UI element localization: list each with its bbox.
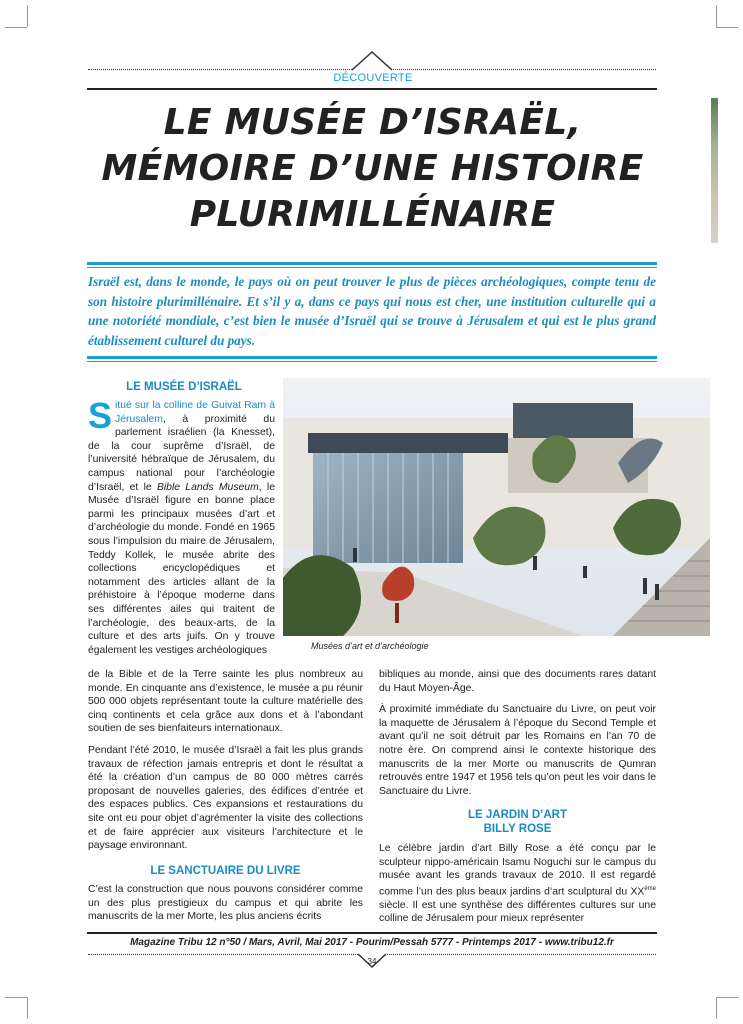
heading-line: BILLY ROSE <box>483 823 552 835</box>
column-right-bottom <box>379 842 656 934</box>
body-paragraph: Pendant l’été 2010, le musée d’Israël a fait les plus grands travaux de réfection jamais entrepris et dont le résultat a été la création d’un campus de 80 000 mètres carrés proposant de nouvelles galeries, des édifices d’entrée et des espaces publics. Ces expansions et restaurations du site ont eu pour objet d’agrémenter la visite des collections et de faire apprécier aux visiteurs l’architecture et le paysage environnant. <box>88 744 363 852</box>
header-triangle-icon <box>350 50 394 72</box>
chapo-top-rule <box>87 262 657 265</box>
intro-paragraph: Israël est, dans le monde, le pays où on peut trouver le plus de pièces archéologiques, compte tenu de son histoire plurimillénaire. Et s’il y a, dans ce pays qui nous est cher, une institution culturelle qui a une notoriété mondiale, c’est bien le musée d’Israël qui se trouve à Jérusalem et qui est le plus grand établissement culturel du pays. <box>88 274 656 348</box>
chapo-top-rule-thin <box>87 267 657 268</box>
side-image-strip <box>711 98 718 243</box>
bible-lands-museum: Bible Lands Museum <box>156 481 259 493</box>
title-line-3: PLURIMILLÉNAIRE <box>189 194 556 235</box>
crop-mark <box>716 997 717 1019</box>
crop-mark <box>716 997 738 998</box>
title-line-2: MÉMOIRE D’UNE HISTOIRE <box>101 148 644 189</box>
heading-line: LE JARDIN D’ART <box>467 809 568 821</box>
body-paragraph: C’est la construction que nous pouvons considérer comme un des plus prestigieux du campus et qui abrite les manuscrits de la mer Morte, les plus anciens écrits <box>88 884 363 923</box>
body-paragraph: de la Bible et de la Terre sainte les plus nombreux au monde. En cinquante ans d’existence, le musée a pu réunir 500 000 objets représentant toute la culture matérielle des cinq continents et cela grâce aux dons et à l’abondant soutien de ses bienfaiteurs internationaux. <box>88 669 363 735</box>
crop-mark <box>5 997 27 998</box>
column-right <box>379 668 656 806</box>
footer-text: Magazine Tribu 12 n°50 / Mars, Avril, Mai 2017 - Pourim/Pessah 5777 - Printemps 2017 - www.tribu12.fr <box>130 937 614 948</box>
drop-cap: S <box>88 395 113 436</box>
crop-mark <box>27 5 28 27</box>
superscript: ème <box>644 885 656 892</box>
page-title <box>90 100 655 238</box>
location-link[interactable]: itué sur la colline de Guivat Ram à Jérusalem <box>115 400 275 425</box>
museum-illustration <box>283 378 710 636</box>
crop-mark <box>5 27 27 28</box>
body-paragraph: À proximité immédiate du Sanctuaire du Livre, on peut voir la maquette de Jérusalem à l’époque du Second Temple et avant qu’il ne soit détruit par les Romains en l’an 70 de notre ère. On comprend ainsi le contexte historique des manuscrits de la mer Morte ou manuscrits de Qumran retrouvés entre 1947 et 1956 tels qu’on peut les voir dans le Sanctuaire du Livre. <box>379 704 656 797</box>
body-text: , le Musée d’Israël figure en bonne place parmi les principaux musées d’art et d’archéologie du monde. Fondé en 1965 sous l’impulsion du maire de Jérusalem, Teddy Kollek, le musée abrite des collections encyclopédiques et notamment des articles allant de la préhistoire à l’époque moderne dans ses différentes ailes qui traitent de l’archéologie, des beaux-arts, de la culture et des arts juifs. On y trouve également les vestiges archéologiques <box>88 481 275 656</box>
crop-mark <box>716 27 738 28</box>
section-heading-musee: LE MUSÉE D’ISRAËL <box>126 381 242 393</box>
column-left-bottom <box>88 883 363 932</box>
crop-mark <box>716 5 717 27</box>
rubric-underline <box>87 88 657 90</box>
column-left-narrow <box>88 395 275 657</box>
museum-photo <box>283 378 710 636</box>
crop-mark <box>27 997 28 1019</box>
body-text: Le célèbre jardin d’art Billy Rose a été conçu par le sculpteur nippo-américain Isamu Noguchi sur le campus du musée avant les grands travaux de 2010. Il est regardé comme l’un des plus beaux jardins d’art sculptural du XX <box>379 843 656 898</box>
body-text: siècle. Il est une synthèse des différentes cultures sur une colline de Jérusalem pour mieux représenter <box>379 899 656 925</box>
chapo-bottom-rule <box>87 356 657 359</box>
column-left <box>88 668 363 861</box>
chapo-bottom-rule-thin <box>87 361 657 362</box>
body-paragraph: bibliques au monde, ainsi que des documents rares datant du Haut Moyen-Âge. <box>379 669 656 694</box>
section-heading-jardin <box>379 808 656 836</box>
section-heading-sanctuaire: LE SANCTUAIRE DU LIVRE <box>150 865 301 877</box>
rubric-label: DÉCOUVERTE <box>333 72 413 84</box>
page-number: 34 <box>367 957 377 966</box>
title-line-1: LE MUSÉE D’ISRAËL, <box>163 102 582 143</box>
body-text: , à proximité du parlement israélien (la Knesset), de la cour suprême d’Israël, de l’université hébraïque de Jérusalem, du campus national pour l’archéologie d’Israël, et le <box>88 413 275 493</box>
footer-rule <box>87 932 657 934</box>
photo-caption: Musées d’art et d’archéologie <box>311 641 429 651</box>
body-paragraph <box>379 842 656 926</box>
